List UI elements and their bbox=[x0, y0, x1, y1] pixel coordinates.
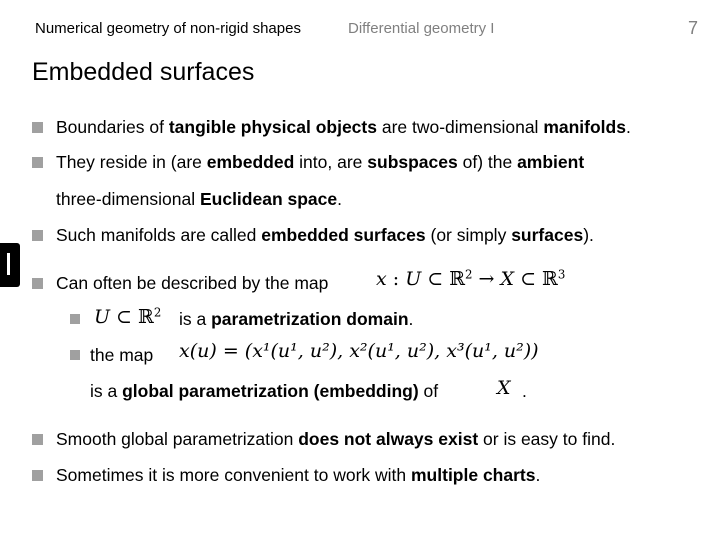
formula-domain: U ⊂ ℝ$^2$ bbox=[94, 305, 162, 328]
formula-map: x : U ⊂ ℝ$^2$ → X ⊂ ℝ$^3$ bbox=[376, 267, 566, 290]
bullet-text-2-continuation: three-dimensional Euclidean space. bbox=[56, 189, 342, 209]
sub-bullet-text-2: the map bbox=[90, 345, 154, 365]
bullet-text-1: Boundaries of tangible physical objects are two-dimensional manifolds. bbox=[56, 117, 631, 137]
header-section-title: Differential geometry I bbox=[348, 20, 495, 37]
sub-bullet-text-2-continuation: is a global parametrization (embedding) of bbox=[90, 381, 439, 401]
bullet-marker bbox=[32, 157, 43, 168]
sub-bullet-marker bbox=[70, 350, 80, 360]
page-number: 7 bbox=[688, 18, 699, 38]
bullet-text-4: Can often be described by the map bbox=[56, 273, 329, 293]
formula-X: X bbox=[497, 377, 511, 399]
bullet-marker bbox=[32, 122, 43, 133]
bullet-marker bbox=[32, 434, 43, 445]
bullet-marker bbox=[32, 470, 43, 481]
bullet-marker bbox=[32, 230, 43, 241]
bullet-text-2: They reside in (are embedded into, are subspaces of) the ambient bbox=[56, 152, 585, 172]
sub-bullet-text-1: is a parametrization domain. bbox=[179, 309, 414, 329]
bullet-text-5: Smooth global parametrization does not always exist or is easy to find. bbox=[56, 429, 616, 449]
bullet-text-3: Such manifolds are called embedded surfaces (or simply surfaces). bbox=[56, 225, 594, 245]
left-edge-marker bbox=[0, 243, 20, 287]
slide-title: Embedded surfaces bbox=[32, 58, 255, 86]
bullet-marker bbox=[32, 278, 43, 289]
bullet-text-6: Sometimes it is more convenient to work with multiple charts. bbox=[56, 465, 541, 485]
sub-bullet-marker bbox=[70, 314, 80, 324]
sub-bullet-text-2-period: . bbox=[522, 381, 527, 401]
left-edge-marker-inner bbox=[7, 253, 10, 275]
header-course-title: Numerical geometry of non-rigid shapes bbox=[35, 20, 301, 37]
formula-parametrization: x(u) = (x¹(u¹, u²), x²(u¹, u²), x³(u¹, u²)) bbox=[179, 340, 539, 362]
